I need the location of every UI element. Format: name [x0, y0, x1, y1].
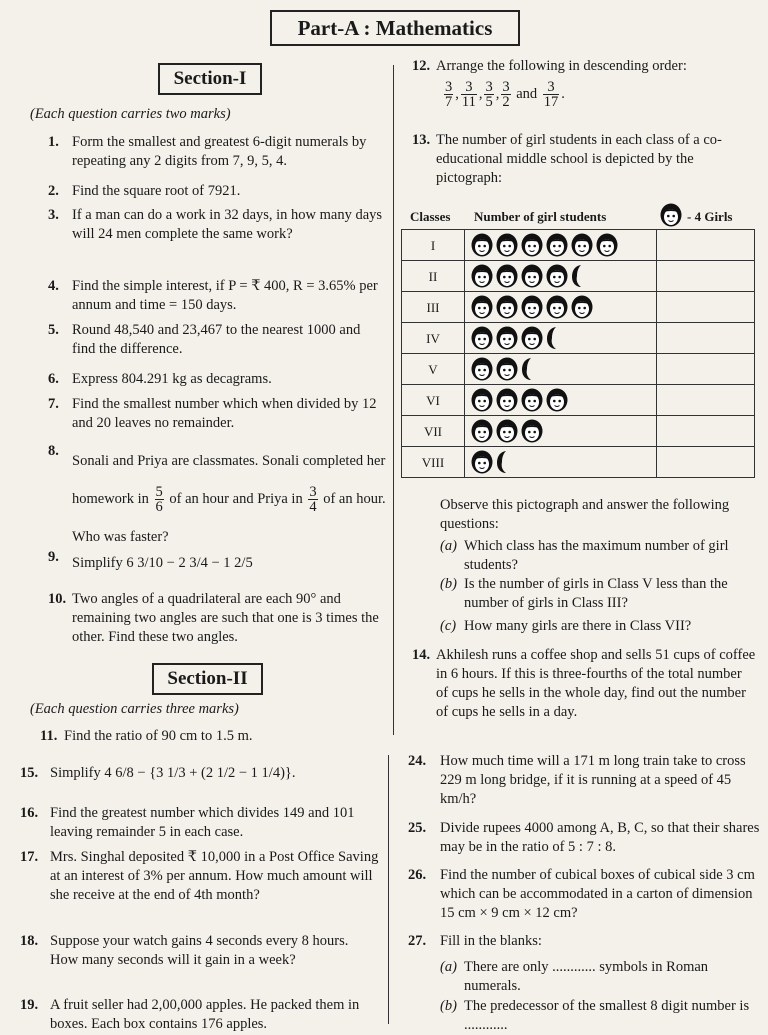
- question-text: How much time will a 171 m long train take to cross 229 m long bridge, if it is running at a speed of 45 km/h?: [440, 753, 746, 807]
- question-number: 27.: [408, 933, 427, 949]
- question-7: [48, 395, 386, 433]
- question-text: Form the smallest and greatest 6-digit numerals by repeating any 2 digits from 7, 9, 5, 4.: [72, 134, 367, 169]
- question-13: 13. The number of girl students in each class of a co-educational middle school is depicted by the pictograph:: [412, 132, 722, 186]
- girl-face-icon: [496, 357, 518, 381]
- girl-face-icon: [471, 388, 493, 412]
- question-14: 14. Akhilesh runs a coffee shop and sells 51 cups of coffee in 6 hours. If this is three-fourths of the total number of cups he sells in the whole day, find out the number of cups he sells in a day.: [412, 647, 756, 720]
- girl-face-key-icon: [660, 203, 685, 227]
- girl-face-icon: [471, 264, 493, 288]
- question-number: 6.: [48, 371, 59, 387]
- question-25: [408, 819, 763, 857]
- question-text: Round 48,540 and 23,467 to the nearest 1000 and find the difference.: [72, 322, 361, 357]
- girl-icons-cell: [465, 385, 657, 416]
- empty-cell: [657, 261, 755, 292]
- pictograph-row: [402, 230, 755, 261]
- pictograph-row: [402, 354, 755, 385]
- fraction: $\frac{3}{7}$: [445, 79, 453, 110]
- girl-face-icon: [471, 419, 493, 443]
- question-number: 24.: [408, 753, 427, 769]
- pictograph-key: - 4 Girls: [687, 209, 733, 224]
- question-number: 17.: [20, 849, 39, 865]
- girl-face-icon: [471, 295, 493, 319]
- girl-face-icon: [546, 388, 568, 412]
- question-text: Suppose your watch gains 4 seconds every 8 hours. How many seconds will it gain in a week?: [50, 933, 349, 968]
- half-girl-face-icon: [496, 450, 507, 474]
- empty-cell: [657, 354, 755, 385]
- pictograph-row: [402, 385, 755, 416]
- question-1: [48, 133, 386, 171]
- girl-face-icon: [596, 233, 618, 257]
- question-19: [20, 996, 380, 1034]
- question-text: Find the greatest number which divides 149 and 101 leaving remainder 5 in each case.: [50, 805, 355, 840]
- fraction: $\frac{3}{5}$: [485, 79, 493, 110]
- question-8: [48, 442, 386, 556]
- question-26: [408, 866, 763, 923]
- question-18: [20, 932, 380, 970]
- empty-cell: [657, 447, 755, 478]
- question-number: 16.: [20, 805, 39, 821]
- girl-face-icon: [546, 295, 568, 319]
- girl-face-icon: [496, 388, 518, 412]
- section-2-note: (Each question carries three marks): [30, 701, 239, 717]
- question-text: Find the number of cubical boxes of cubical side 3 cm which can be accommodated in a carton of dimension 15 cm × 9 cm × 12 cm?: [440, 867, 755, 921]
- girl-face-icon: [521, 326, 543, 350]
- question-number: 8.: [48, 443, 59, 459]
- girl-icons-cell: [465, 292, 657, 323]
- question-text: Sonali and Priya are classmates. Sonali completed her homework in $\frac{5}{6}$ of an hour and Priya in $\frac{3}{4}$ of an hour. Who was faster?: [72, 453, 386, 545]
- column-divider-bottom: [388, 755, 389, 1024]
- girl-face-icon: [471, 357, 493, 381]
- question-text: Fill in the blanks:: [440, 933, 542, 949]
- girl-face-icon: [496, 233, 518, 257]
- girl-face-icon: [521, 419, 543, 443]
- girl-face-icon: [471, 233, 493, 257]
- question-text: Find the simple interest, if P = ₹ 400, R = 3.65% per annum and time = 150 days.: [72, 278, 378, 313]
- question-10: [48, 590, 386, 647]
- question-text: Find the square root of 7921.: [72, 183, 241, 199]
- question-number: 3.: [48, 207, 59, 223]
- girl-icons-cell: [465, 261, 657, 292]
- pictograph-table: [401, 229, 755, 478]
- class-label: II: [402, 261, 465, 292]
- girl-icons-cell: [465, 354, 657, 385]
- question-27-b: (b) The predecessor of the smallest 8 digit number is ............: [440, 998, 750, 1033]
- question-number: 15.: [20, 765, 39, 781]
- empty-cell: [657, 323, 755, 354]
- question-number: 2.: [48, 183, 59, 199]
- class-label: VI: [402, 385, 465, 416]
- question-text: A fruit seller had 2,00,000 apples. He packed them in boxes. Each box contains 176 apples.: [50, 997, 360, 1032]
- question-text: Simplify 6 3/10 − 2 3/4 − 1 2/5: [72, 555, 253, 571]
- question-number: 4.: [48, 278, 59, 294]
- question-3: [48, 206, 386, 244]
- pictograph-col2-header: Number of girl students: [474, 209, 607, 224]
- fraction: $\frac{5}{6}$: [155, 484, 163, 516]
- pictograph-row: [402, 292, 755, 323]
- class-label: III: [402, 292, 465, 323]
- question-13-c: (c) How many girls are there in Class VII?: [440, 618, 692, 634]
- girl-face-icon: [521, 295, 543, 319]
- class-label: VIII: [402, 447, 465, 478]
- section-1-note: (Each question carries two marks): [30, 106, 231, 122]
- question-11: 11. Find the ratio of 90 cm to 1.5 m.: [40, 728, 253, 744]
- column-divider-top: [393, 65, 394, 735]
- question-text: Find the smallest number which when divided by 12 and 20 leaves no remainder.: [72, 396, 377, 431]
- question-12-fractions: $\frac{3}{7}$ , $\frac{3}{11}$ , $\frac{3}{5}$ , $\frac{3}{2}$ and $\frac{3}{17}$ .: [445, 79, 565, 110]
- girl-face-icon: [521, 264, 543, 288]
- fraction: $\frac{3}{4}$: [309, 484, 317, 516]
- pictograph-row: [402, 323, 755, 354]
- girl-face-icon: [496, 264, 518, 288]
- question-number: 1.: [48, 134, 59, 150]
- question-number: 18.: [20, 933, 39, 949]
- question-text: If a man can do a work in 32 days, in how many days will 24 men complete the same work?: [72, 207, 383, 242]
- question-5: [48, 321, 386, 359]
- question-text: Express 804.291 kg as decagrams.: [72, 371, 272, 387]
- question-number: 25.: [408, 820, 427, 836]
- class-label: IV: [402, 323, 465, 354]
- question-12: 12. Arrange the following in descending order: $\frac{3}{7}$ , $\frac{3}{11}$ , $\frac{3}{5}$ , $\frac{3}{2}$ and $\frac{3}{17}$ .: [412, 57, 762, 109]
- girl-icons-cell: [465, 230, 657, 261]
- question-number: 19.: [20, 997, 39, 1013]
- question-9: [48, 548, 386, 578]
- girl-icons-cell: [465, 416, 657, 447]
- question-text: Mrs. Singhal deposited ₹ 10,000 in a Post Office Saving at an interest of 3% per annum. How much amount will she receive at the end of 4th month?: [50, 849, 379, 903]
- question-16: [20, 804, 380, 842]
- fraction: $\frac{3}{11}$: [461, 79, 476, 110]
- half-girl-face-icon: [546, 326, 557, 350]
- question-text: Simplify 4 6/8 − {3 1/3 + (2 1/2 − 1 1/4)}.: [50, 765, 296, 781]
- fraction: $\frac{3}{17}$: [543, 79, 559, 110]
- girl-face-icon: [471, 450, 493, 474]
- question-number: 9.: [48, 549, 59, 565]
- girl-face-icon: [660, 203, 682, 227]
- half-girl-face-icon: [571, 264, 582, 288]
- question-2: [48, 182, 386, 201]
- pictograph-row: [402, 416, 755, 447]
- fraction: $\frac{3}{2}$: [502, 79, 510, 110]
- question-27: [408, 932, 763, 951]
- section-1-title: Section-I: [158, 63, 262, 95]
- question-number: 7.: [48, 396, 59, 412]
- page-title: Part-A : Mathematics: [270, 10, 520, 46]
- girl-face-icon: [571, 233, 593, 257]
- girl-face-icon: [521, 388, 543, 412]
- half-girl-face-icon: [521, 357, 532, 381]
- class-label: V: [402, 354, 465, 385]
- girl-face-icon: [471, 326, 493, 350]
- girl-icons-cell: [465, 447, 657, 478]
- empty-cell: [657, 385, 755, 416]
- question-15: [20, 764, 380, 783]
- question-text: Two angles of a quadrilateral are each 90° and remaining two angles are such that one is 3 times the other. Find these two angles.: [72, 591, 379, 645]
- question-27-a: (a) There are only ............ symbols in Roman numerals.: [440, 959, 709, 994]
- question-17: [20, 848, 380, 905]
- question-4: [48, 277, 386, 315]
- empty-cell: [657, 416, 755, 447]
- pictograph-row: [402, 447, 755, 478]
- girl-face-icon: [521, 233, 543, 257]
- class-label: I: [402, 230, 465, 261]
- girl-face-icon: [546, 233, 568, 257]
- section-2-title: Section-II: [152, 663, 263, 695]
- girl-face-icon: [496, 326, 518, 350]
- girl-face-icon: [571, 295, 593, 319]
- pictograph-col1-header: Classes: [410, 209, 451, 224]
- girl-face-icon: [546, 264, 568, 288]
- question-13-intro: Observe this pictograph and answer the following questions:: [440, 497, 730, 532]
- question-13-a: (a) Which class has the maximum number of girl students?: [440, 538, 729, 573]
- girl-icons-cell: [465, 323, 657, 354]
- girl-face-icon: [496, 419, 518, 443]
- girl-face-icon: [496, 295, 518, 319]
- question-number: 10.: [48, 591, 67, 607]
- question-24: [408, 752, 763, 809]
- question-number: 26.: [408, 867, 427, 883]
- class-label: VII: [402, 416, 465, 447]
- question-text: Divide rupees 4000 among A, B, C, so that their shares may be in the ratio of 5 : 7 : 8.: [440, 820, 760, 855]
- question-13-b: (b) Is the number of girls in Class V less than the number of girls in Class III?: [440, 576, 728, 611]
- pictograph-row: [402, 261, 755, 292]
- question-number: 5.: [48, 322, 59, 338]
- empty-cell: [657, 292, 755, 323]
- question-6: [48, 370, 386, 389]
- empty-cell: [657, 230, 755, 261]
